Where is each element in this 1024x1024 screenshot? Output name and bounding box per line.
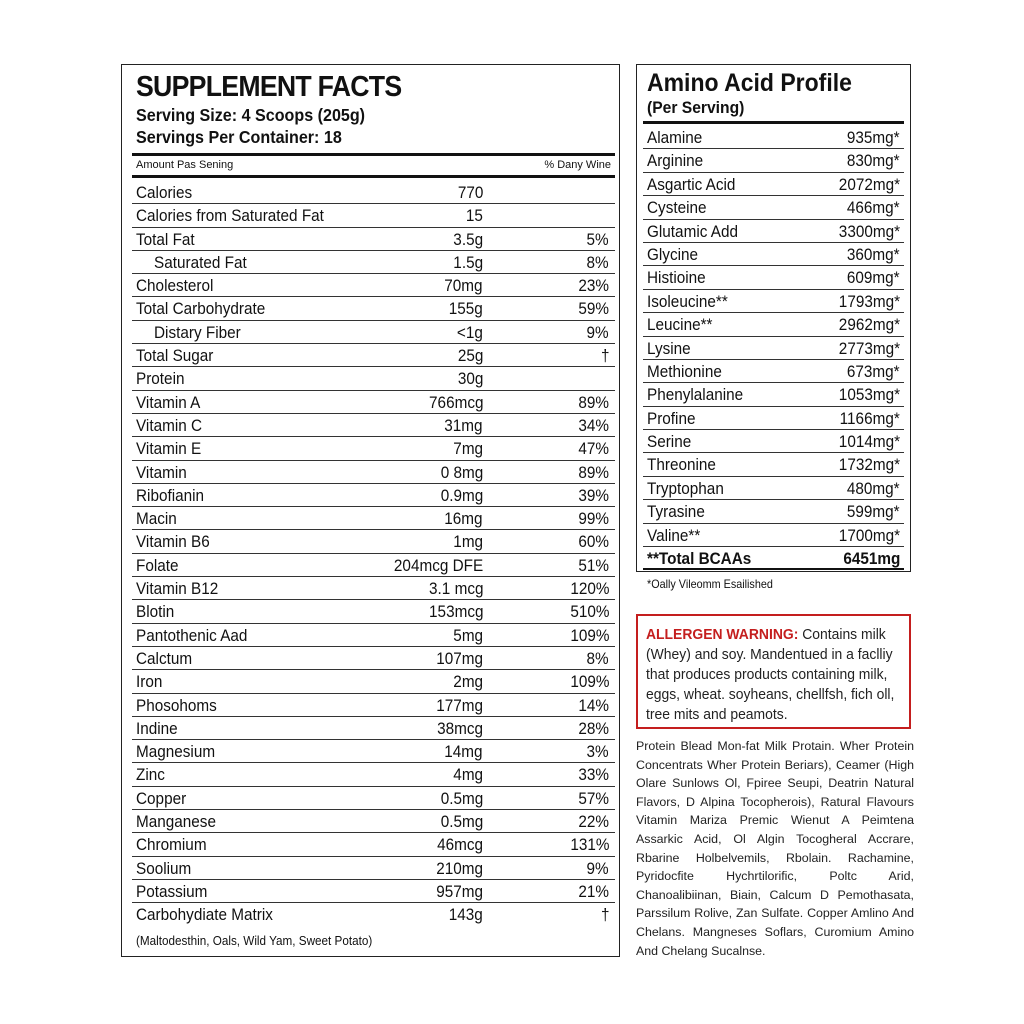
amino-name: Threonine [647, 455, 716, 475]
nutrient-name: Vitamin [136, 462, 187, 482]
divider [643, 121, 904, 124]
nutrient-amount: 2mg [453, 672, 483, 692]
nutrient-daily-value: 89% [578, 392, 609, 412]
nutrient-amount: 14mg [444, 742, 483, 762]
amino-row [643, 149, 904, 172]
amino-row [643, 453, 904, 476]
amino-amount: 480mg* [847, 478, 900, 498]
amino-name: **Total BCAAs [647, 549, 752, 569]
nutrient-amount: 766mcg [428, 392, 483, 412]
nutrient-daily-value: 89% [578, 462, 609, 482]
amino-amount: 609mg* [847, 268, 900, 288]
servings-per-container: Servings Per Container: 18 [136, 127, 342, 147]
nutrient-amount: <1g [457, 322, 483, 342]
amino-amount: 1700mg* [838, 525, 900, 545]
facts-row [132, 228, 615, 251]
facts-row [132, 461, 615, 484]
amino-row [643, 126, 904, 149]
nutrient-name: Cholesterol [136, 276, 214, 296]
nutrient-name: Distary Fiber [154, 322, 241, 342]
nutrient-name: Copper [136, 788, 187, 808]
nutrient-name: Phosohoms [136, 695, 217, 715]
amount-per-serving-header: Amount Pas Sening [136, 159, 234, 171]
nutrient-name: Iron [136, 672, 163, 692]
nutrient-amount: 155g [448, 299, 483, 319]
nutrient-amount: 16mg [444, 509, 483, 529]
facts-row [132, 600, 615, 623]
facts-row [132, 740, 615, 763]
nutrient-name: Ribofianin [136, 485, 205, 505]
nutrient-daily-value: 131% [569, 835, 609, 855]
serving-size: Serving Size: 4 Scoops (205g) [136, 105, 366, 125]
facts-row [132, 763, 615, 786]
allergen-warning-box [636, 614, 911, 729]
nutrient-name: Total Sugar [136, 346, 214, 366]
nutrient-amount: 5mg [453, 625, 483, 645]
divider [132, 153, 615, 156]
amino-amount: 466mg* [847, 198, 900, 218]
facts-row [132, 251, 615, 274]
amino-amount: 3300mg* [838, 221, 900, 241]
amino-row [643, 266, 904, 289]
nutrient-amount: 107mg [436, 648, 483, 668]
amino-name: Isoleucine** [647, 291, 728, 311]
nutrient-daily-value: 33% [578, 765, 609, 785]
facts-row [132, 414, 615, 437]
nutrient-name: Total Carbohydrate [136, 299, 266, 319]
nutrient-amount: 31mg [444, 415, 483, 435]
amino-amount: 1053mg* [838, 385, 900, 405]
amino-subtitle: (Per Serving) [647, 98, 745, 117]
allergen-text: Contains milk (Whey) and soy. Mandentued in a faclliy that produces products containing milk, eggs, wheat. soyheans, chellfsh, fich oll, tree mits and peamots. [646, 627, 895, 723]
amino-name: Glycine [647, 244, 699, 264]
facts-row [132, 857, 615, 880]
facts-row [132, 297, 615, 320]
amino-name: Leucine** [647, 315, 713, 335]
amino-amount: 360mg* [847, 244, 900, 264]
nutrient-amount: 0.5mg [440, 788, 483, 808]
facts-row [132, 344, 615, 367]
nutrient-daily-value: 109% [569, 625, 609, 645]
nutrient-daily-value: 47% [578, 439, 609, 459]
amino-amount: 599mg* [847, 502, 900, 522]
nutrient-amount: 15 [465, 206, 483, 226]
amino-name: Asgartic Acid [647, 174, 736, 194]
nutrient-amount: 4mg [453, 765, 483, 785]
amino-amount: 1014mg* [838, 432, 900, 452]
carbohydrate-matrix-note: (Maltodesthin, Oals, Wild Yam, Sweet Potato) [136, 933, 373, 948]
supplement-facts-panel [121, 64, 620, 957]
nutrient-daily-value: 28% [578, 718, 609, 738]
facts-row [132, 787, 615, 810]
amino-row [643, 477, 904, 500]
nutrient-amount: 1mg [453, 532, 483, 552]
nutrient-daily-value: 5% [586, 229, 609, 249]
nutrient-amount: 0.5mg [440, 812, 483, 832]
amino-row [643, 337, 904, 360]
nutrient-amount: 30g [457, 369, 483, 389]
nutrient-amount: 210mg [436, 858, 483, 878]
nutrient-name: Carbohydiate Matrix [136, 905, 273, 925]
facts-row [132, 903, 615, 926]
amino-name: Methionine [647, 361, 722, 381]
nutrient-name: Pantothenic Aad [136, 625, 248, 645]
amino-amount: 6451mg [843, 549, 900, 569]
amino-footnote: *Oally Vileomm Esailished [647, 577, 773, 591]
facts-row [132, 624, 615, 647]
nutrient-daily-value: 14% [578, 695, 609, 715]
nutrient-daily-value: 59% [578, 299, 609, 319]
amino-name: Tryptophan [647, 478, 724, 498]
nutrient-name: Total Fat [136, 229, 195, 249]
nutrient-amount: 770 [457, 183, 483, 202]
nutrient-name: Magnesium [136, 742, 216, 762]
amino-amount: 935mg* [847, 128, 900, 147]
nutrient-name: Manganese [136, 812, 216, 832]
nutrient-daily-value: 60% [578, 532, 609, 552]
nutrient-daily-value: 21% [578, 881, 609, 901]
nutrient-name: Blotin [136, 602, 175, 622]
nutrient-name: Protein [136, 369, 185, 389]
facts-row [132, 880, 615, 903]
nutrient-daily-value: 57% [578, 788, 609, 808]
nutrient-amount: 25g [457, 346, 483, 366]
amino-amount: 1793mg* [838, 291, 900, 311]
amino-row [643, 196, 904, 219]
facts-row [132, 833, 615, 856]
facts-row [132, 484, 615, 507]
amino-amount: 830mg* [847, 151, 900, 171]
nutrient-amount: 3.5g [453, 229, 483, 249]
amino-row [643, 290, 904, 313]
amino-table [643, 126, 904, 570]
amino-row [643, 383, 904, 406]
amino-name: Valine** [647, 525, 701, 545]
amino-title: Amino Acid Profile [647, 69, 852, 97]
amino-name: Cysteine [647, 198, 707, 218]
nutrient-amount: 143g [448, 905, 483, 925]
facts-row [132, 181, 615, 204]
nutrient-daily-value: 34% [578, 415, 609, 435]
facts-row [132, 530, 615, 553]
ingredients-text: Protein Blead Mon-fat Milk Protain. Wher Protein Concentrats Wher Protein Beriars), Ceamer (High Olare Sunlows Ol, Fpiree Seupi, Deatrin Natural Flavors, D Alpina Tocopherois), Ratural Flavours Vitamin Mariza Premic Wienut A Peimtena Assarkic Acid, Ol Algin Tocogheral Accrare, Rbarine Holbelvemils, Rbolain. Rachamine, Pyridocfite Hychrtilorific, Poltc Arid, Chanoalibiinan, Biain, Calcum D Pemothasata, Parssilum Rolive, Zan Sulfate. Copper Amlino And Chelans. Mangneses Soflars, Curomium Amino And Chelang Sucalnse. [636, 739, 914, 958]
nutrient-name: Macin [136, 509, 177, 529]
facts-row [132, 507, 615, 530]
facts-row [132, 577, 615, 600]
allergen-paragraph [646, 625, 902, 725]
nutrient-daily-value: 22% [578, 812, 609, 832]
amino-name: Phenylalanine [647, 385, 744, 405]
nutrient-name: Vitamin A [136, 392, 201, 412]
amino-amount: 1166mg* [839, 408, 900, 428]
nutrient-daily-value: 3% [586, 742, 609, 762]
nutrient-amount: 1.5g [453, 252, 483, 272]
nutrient-name: Calories [136, 183, 193, 202]
nutrient-daily-value: 8% [586, 252, 609, 272]
facts-row [132, 670, 615, 693]
amino-row [643, 173, 904, 196]
nutrient-name: Indine [136, 718, 178, 738]
facts-row [132, 321, 615, 344]
facts-row [132, 810, 615, 833]
facts-row [132, 274, 615, 297]
amino-name: Serine [647, 432, 692, 452]
nutrient-amount: 46mcg [437, 835, 483, 855]
amino-row [643, 313, 904, 336]
amino-row [643, 243, 904, 266]
amino-name: Tyrasine [647, 502, 705, 522]
nutrient-amount: 177mg [436, 695, 483, 715]
amino-name: Glutamic Add [647, 221, 738, 241]
nutrient-amount: 957mg [436, 881, 483, 901]
nutrient-daily-value: 109% [569, 672, 609, 692]
amino-total-row [643, 547, 904, 570]
amino-amount: 1732mg* [838, 455, 900, 475]
ingredients-block [636, 737, 914, 960]
amino-name: Arginine [647, 151, 704, 171]
nutrient-daily-value: 23% [578, 276, 609, 296]
nutrient-name: Calctum [136, 648, 193, 668]
facts-table [132, 181, 615, 927]
facts-row [132, 204, 615, 227]
nutrient-name: Soolium [136, 858, 192, 878]
facts-title: SUPPLEMENT FACTS [136, 71, 402, 103]
amino-row [643, 500, 904, 523]
amino-name: Histioine [647, 268, 706, 288]
amino-amount: 2962mg* [838, 315, 900, 335]
facts-row [132, 391, 615, 414]
nutrient-amount: 204mcg DFE [393, 555, 483, 575]
nutrient-daily-value: † [600, 905, 609, 925]
nutrient-name: Vitamin B6 [136, 532, 210, 552]
nutrient-name: Vitamin B12 [136, 579, 219, 599]
amino-amount: 2072mg* [838, 174, 900, 194]
divider [132, 175, 615, 178]
nutrient-name: Vitamin E [136, 439, 202, 459]
facts-row [132, 647, 615, 670]
amino-row [643, 430, 904, 453]
nutrient-daily-value: 510% [569, 602, 609, 622]
amino-amount: 2773mg* [838, 338, 900, 358]
amino-row [643, 524, 904, 547]
nutrient-name: Potassium [136, 881, 208, 901]
nutrient-amount: 38mcg [437, 718, 483, 738]
facts-row [132, 437, 615, 460]
nutrient-name: Saturated Fat [154, 252, 247, 272]
facts-row [132, 367, 615, 390]
amino-row [643, 360, 904, 383]
amino-row [643, 407, 904, 430]
nutrient-amount: 3.1 mcg [428, 579, 483, 599]
amino-name: Lysine [647, 338, 691, 358]
nutrient-daily-value: 99% [578, 509, 609, 529]
amino-row [643, 220, 904, 243]
nutrient-name: Vitamin C [136, 415, 203, 435]
nutrient-name: Folate [136, 555, 179, 575]
nutrient-amount: 153mcg [428, 602, 483, 622]
nutrient-amount: 7mg [453, 439, 483, 459]
nutrient-daily-value: 9% [586, 858, 609, 878]
amino-amount: 673mg* [847, 361, 900, 381]
nutrient-daily-value: 120% [569, 579, 609, 599]
amino-name: Alamine [647, 128, 703, 147]
nutrient-daily-value: 8% [586, 648, 609, 668]
nutrient-amount: 0 8mg [440, 462, 483, 482]
facts-row [132, 694, 615, 717]
nutrient-amount: 0.9mg [440, 485, 483, 505]
nutrient-daily-value: † [600, 346, 609, 366]
nutrient-name: Calories from Saturated Fat [136, 206, 324, 226]
facts-row [132, 717, 615, 740]
nutrient-daily-value: 9% [586, 322, 609, 342]
amino-acid-panel [636, 64, 911, 591]
nutrient-amount: 70mg [444, 276, 483, 296]
nutrient-daily-value: 39% [578, 485, 609, 505]
nutrient-name: Zinc [136, 765, 165, 785]
nutrient-daily-value: 51% [578, 555, 609, 575]
amino-name: Profine [647, 408, 696, 428]
facts-row [132, 554, 615, 577]
nutrient-name: Chromium [136, 835, 207, 855]
daily-value-header: % Dany Wine [544, 159, 611, 171]
allergen-label: ALLERGEN WARNING: [646, 627, 799, 643]
